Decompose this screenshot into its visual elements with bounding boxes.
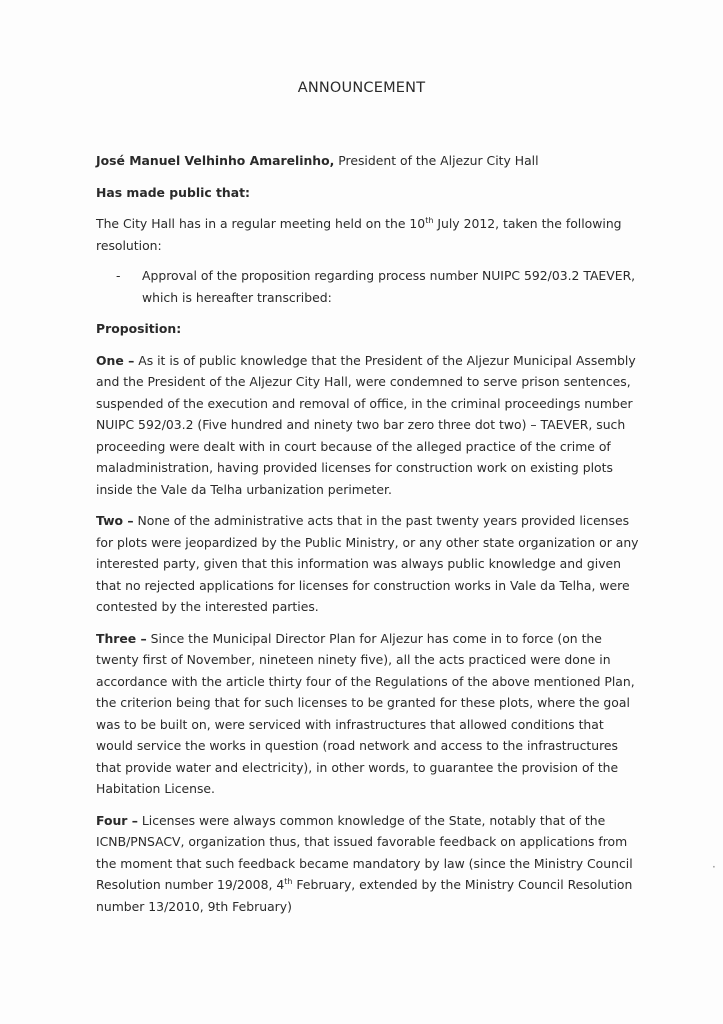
bullet-text: Approval of the proposition regarding process number NUIPC 592/03.2 TAEVER, which is hereafter transcribed: bbox=[142, 268, 636, 305]
paragraph-four-text-b: February, extended by the Ministry Council Resolution number 13/2010, 9th February) bbox=[96, 877, 633, 914]
paragraph-three-text: Since the Municipal Director Plan for Aljezur has come in to force (on the twenty first of November, nineteen ninety five), all the acts practiced were done in accordance with the article thirty four of the Regulations of the above mentioned Plan, the criterion being that for such licenses to be granted for these plots, where the goal was to be built on, were serviced with infrastructures that allowed conditions that would service the works in question (road network and access to the infrastructures that provide water and electricity), in other words, to guarantee the provision of the Habitation License. bbox=[96, 630, 635, 796]
meeting-text-post: July 2012, taken the following resolution: bbox=[96, 216, 622, 253]
paragraph-one-text: As it is of public knowledge that the President of the Aljezur Municipal Assembly and the President of the Aljezur City Hall, were condemned to serve prison sentences, suspended of the execution and removal of office, in the criminal proceedings number NUIPC 592/03.2 (Five hundred and ninety two bar zero three dot two) – TAEVER, such proceeding were dealt with in court because of the alleged practice of the crime of maladministration, having provided licenses for construction work on existing plots inside the Vale da Telha urbanization perimeter. bbox=[96, 352, 636, 497]
paragraph-one bbox=[96, 350, 641, 501]
has-made-public-text: Has made public that: bbox=[96, 184, 250, 200]
meeting-text-pre: The City Hall has in a regular meeting held on the 10 bbox=[96, 216, 426, 231]
paragraph-two-label: Two – bbox=[96, 513, 134, 528]
president-role: President of the Aljezur City Hall bbox=[334, 153, 539, 168]
paragraph-three bbox=[96, 628, 641, 800]
paragraph-four bbox=[96, 810, 641, 918]
proposition-heading bbox=[96, 318, 641, 340]
bullet-dash: - bbox=[116, 268, 121, 283]
page-title: ANNOUNCEMENT bbox=[297, 80, 426, 96]
bullet-item bbox=[96, 265, 641, 308]
meeting-date-suffix: th bbox=[425, 215, 434, 225]
paragraph-one-label: One – bbox=[96, 352, 135, 368]
paragraph-three-label: Three – bbox=[96, 630, 147, 646]
proposition-heading-text: Proposition: bbox=[96, 321, 182, 336]
paragraph-four-label: Four – bbox=[96, 812, 138, 828]
paragraph-four-text-a: Licenses were always common knowledge of the State, notably that of the ICNB/PNSACV, organization thus, that issued favorable feedback on applications from the moment that such feedback became mandatory by law (since the Ministry Council Resolution number 19/2008, 4 bbox=[96, 812, 633, 892]
president-name: José Manuel Velhinho Amarelinho, bbox=[96, 153, 335, 168]
has-made-public-heading bbox=[96, 182, 641, 204]
paragraph-two-text: None of the administrative acts that in the past twenty years provided licenses for plots were jeopardized by the Public Ministry, or any other state organization or any interested party, given that this information was always public knowledge and given that no rejected applications for licenses for construction works in Vale da Telha, were contested by the interested parties. bbox=[96, 513, 639, 614]
intro-line bbox=[96, 150, 641, 172]
meeting-paragraph bbox=[96, 213, 641, 256]
paragraph-two bbox=[96, 510, 641, 618]
paragraph-four-date-suffix: th bbox=[284, 876, 293, 886]
scan-speck: · bbox=[712, 860, 716, 874]
document-body bbox=[96, 150, 641, 917]
